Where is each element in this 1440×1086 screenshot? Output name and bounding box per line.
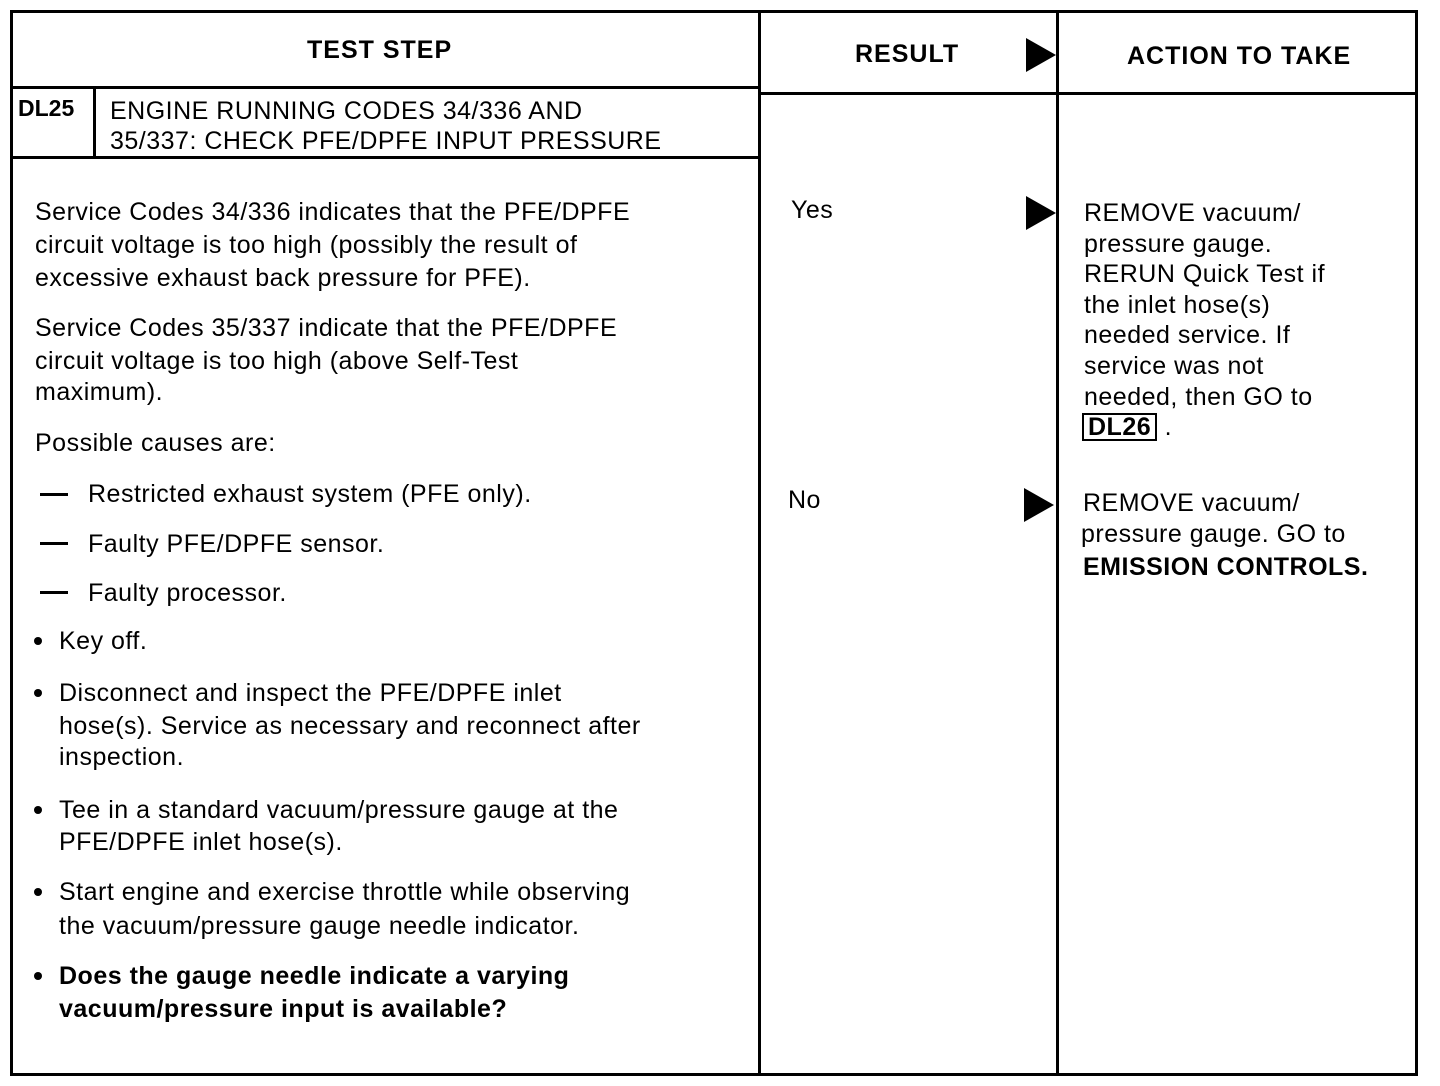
bullet-start-line2: the vacuum/pressure gauge needle indicator. bbox=[59, 912, 580, 940]
header-action: ACTION TO TAKE bbox=[1127, 42, 1352, 70]
cause-item-3: Faulty processor. bbox=[88, 579, 287, 607]
cause-item-1: Restricted exhaust system (PFE only). bbox=[88, 480, 532, 508]
para1-line1: Service Codes 34/336 indicates that the PFE/DPFE bbox=[35, 198, 631, 226]
question-line2: vacuum/pressure input is available? bbox=[59, 995, 508, 1023]
divider-step-id bbox=[93, 86, 96, 158]
action-no-line2: pressure gauge. GO to bbox=[1081, 520, 1346, 548]
bullet-tee-line1: Tee in a standard vacuum/pressure gauge at the bbox=[59, 796, 619, 824]
action-yes-line5: needed service. If bbox=[1084, 321, 1291, 349]
action-yes-line6: service was not bbox=[1084, 352, 1264, 380]
goto-suffix: . bbox=[1164, 413, 1173, 441]
question-line1: Does the gauge needle indicate a varying bbox=[59, 962, 570, 990]
causes-intro: Possible causes are: bbox=[35, 429, 276, 457]
bullet-icon bbox=[34, 972, 42, 980]
bullet-tee-line2: PFE/DPFE inlet hose(s). bbox=[59, 828, 343, 856]
arrow-no-icon bbox=[1024, 488, 1054, 522]
bullet-icon bbox=[34, 806, 42, 814]
action-yes-line7: needed, then GO to bbox=[1084, 383, 1313, 411]
action-yes-line1: REMOVE vacuum/ bbox=[1084, 199, 1301, 227]
divider-action-column bbox=[1056, 10, 1059, 1076]
para2-line2: circuit voltage is too high (above Self-Test bbox=[35, 347, 519, 375]
dash-icon bbox=[40, 591, 68, 594]
divider-header-right bbox=[758, 92, 1418, 95]
bullet-disconnect-line2: hose(s). Service as necessary and reconnect after bbox=[59, 712, 641, 740]
para2-line3: maximum). bbox=[35, 378, 164, 406]
action-yes-goto-row bbox=[1082, 411, 1172, 443]
header-test-step: TEST STEP bbox=[307, 36, 453, 64]
divider-result-column bbox=[758, 10, 761, 1076]
goto-step-reference[interactable]: DL26 bbox=[1082, 413, 1157, 441]
divider-header-left bbox=[10, 86, 760, 89]
step-title-line2: 35/337: CHECK PFE/DPFE INPUT PRESSURE bbox=[110, 127, 662, 155]
result-no: No bbox=[788, 486, 821, 514]
bullet-icon bbox=[34, 637, 42, 645]
action-no-emission-controls[interactable]: EMISSION CONTROLS. bbox=[1083, 553, 1369, 581]
para2-line1: Service Codes 35/337 indicate that the PFE/DPFE bbox=[35, 314, 618, 342]
cause-item-2: Faulty PFE/DPFE sensor. bbox=[88, 530, 385, 558]
bullet-icon bbox=[34, 888, 42, 896]
step-id: DL25 bbox=[18, 95, 75, 121]
para1-line2: circuit voltage is too high (possibly the result of bbox=[35, 231, 578, 259]
bullet-icon bbox=[34, 689, 42, 697]
bullet-start-line1: Start engine and exercise throttle while observing bbox=[59, 878, 631, 906]
bullet-key-off: Key off. bbox=[59, 627, 148, 655]
action-no-line1: REMOVE vacuum/ bbox=[1083, 489, 1300, 517]
header-result: RESULT bbox=[855, 40, 960, 68]
action-yes-line2: pressure gauge. bbox=[1084, 230, 1273, 258]
result-yes: Yes bbox=[791, 196, 834, 224]
para1-line3: excessive exhaust back pressure for PFE). bbox=[35, 264, 531, 292]
dash-icon bbox=[40, 493, 68, 496]
action-yes-line4: the inlet hose(s) bbox=[1084, 291, 1271, 319]
dash-icon bbox=[40, 542, 68, 545]
action-yes-line3: RERUN Quick Test if bbox=[1084, 260, 1326, 288]
step-title-line1: ENGINE RUNNING CODES 34/336 AND bbox=[110, 97, 583, 125]
header-arrow-icon bbox=[1026, 38, 1056, 72]
bullet-disconnect-line1: Disconnect and inspect the PFE/DPFE inlet bbox=[59, 679, 562, 707]
arrow-yes-icon bbox=[1026, 196, 1056, 230]
bullet-disconnect-line3: inspection. bbox=[59, 743, 185, 771]
